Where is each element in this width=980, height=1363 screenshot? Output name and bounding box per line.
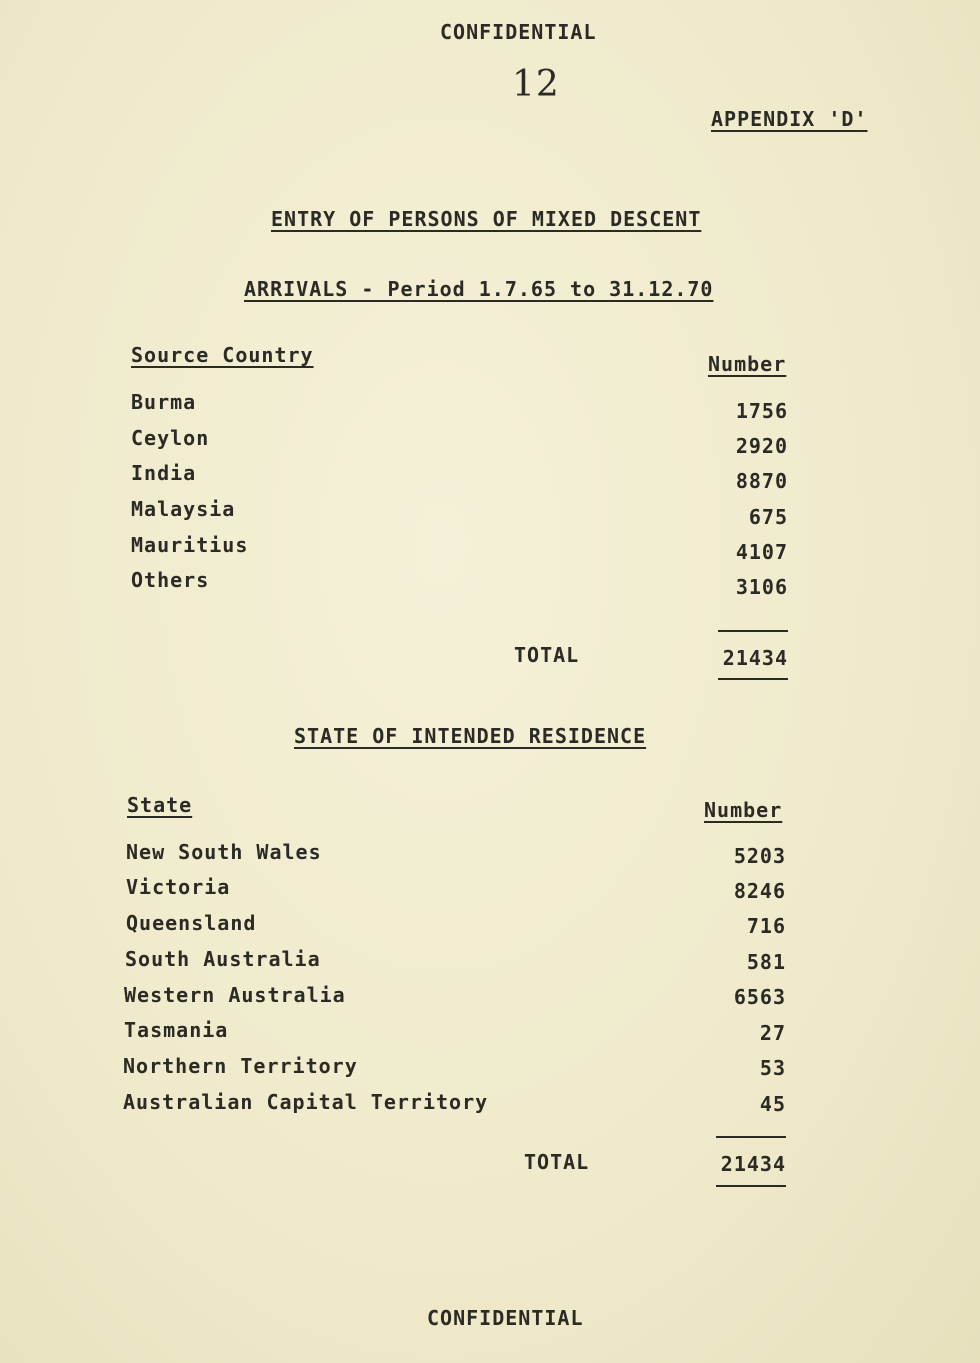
state-row-value: 53 <box>759 1056 786 1080</box>
document-subtitle: ARRIVALS - Period 1.7.65 to 31.12.70 <box>244 277 714 301</box>
state-row-label: Queensland <box>126 911 257 935</box>
state-row-value: 716 <box>746 914 786 938</box>
source-row-value: 4107 <box>735 540 788 564</box>
source-row-label: Ceylon <box>131 426 210 450</box>
source-row-label: Others <box>131 568 210 592</box>
state-row-value: 6563 <box>733 985 786 1009</box>
state-number-header: Number <box>704 798 783 822</box>
state-total-value: 21434 <box>720 1152 786 1176</box>
state-row-label: Western Australia <box>124 983 346 1007</box>
document-title: ENTRY OF PERSONS OF MIXED DESCENT <box>271 207 702 231</box>
state-row-label: New South Wales <box>126 840 322 864</box>
confidential-bottom: CONFIDENTIAL <box>427 1306 584 1330</box>
state-row-label: Victoria <box>126 875 231 899</box>
source-row-value: 8870 <box>735 469 788 493</box>
source-row-label: India <box>131 461 197 485</box>
confidential-top: CONFIDENTIAL <box>440 20 597 44</box>
source-row-label: Mauritius <box>131 533 249 557</box>
source-total-rule-bottom <box>718 678 788 680</box>
residence-heading: STATE OF INTENDED RESIDENCE <box>294 724 647 748</box>
state-header: State <box>127 793 193 817</box>
source-row-value: 1756 <box>735 399 788 423</box>
state-total-rule-bottom <box>716 1185 786 1187</box>
state-total-label: TOTAL <box>524 1150 590 1174</box>
source-country-header: Source Country <box>131 343 314 367</box>
appendix-label: APPENDIX 'D' <box>711 107 868 131</box>
source-total-rule-top <box>718 630 788 632</box>
state-row-value: 27 <box>759 1021 786 1045</box>
source-total-value: 21434 <box>722 646 788 670</box>
state-row-value: 8246 <box>733 879 786 903</box>
source-row-value: 675 <box>748 505 788 529</box>
source-row-value: 3106 <box>735 575 788 599</box>
source-total-label: TOTAL <box>514 643 580 667</box>
source-number-header: Number <box>708 352 787 376</box>
source-row-label: Malaysia <box>131 497 236 521</box>
state-total-rule-top <box>716 1136 786 1138</box>
state-row-label: Northern Territory <box>123 1054 358 1078</box>
state-row-value: 5203 <box>733 844 786 868</box>
source-row-value: 2920 <box>735 434 788 458</box>
state-row-value: 581 <box>746 950 786 974</box>
page-number: 12 <box>512 64 560 105</box>
source-row-label: Burma <box>131 390 197 414</box>
state-row-label: Tasmania <box>124 1018 229 1042</box>
state-row-label: Australian Capital Territory <box>123 1090 489 1114</box>
state-row-label: South Australia <box>125 947 321 971</box>
state-row-value: 45 <box>759 1092 786 1116</box>
